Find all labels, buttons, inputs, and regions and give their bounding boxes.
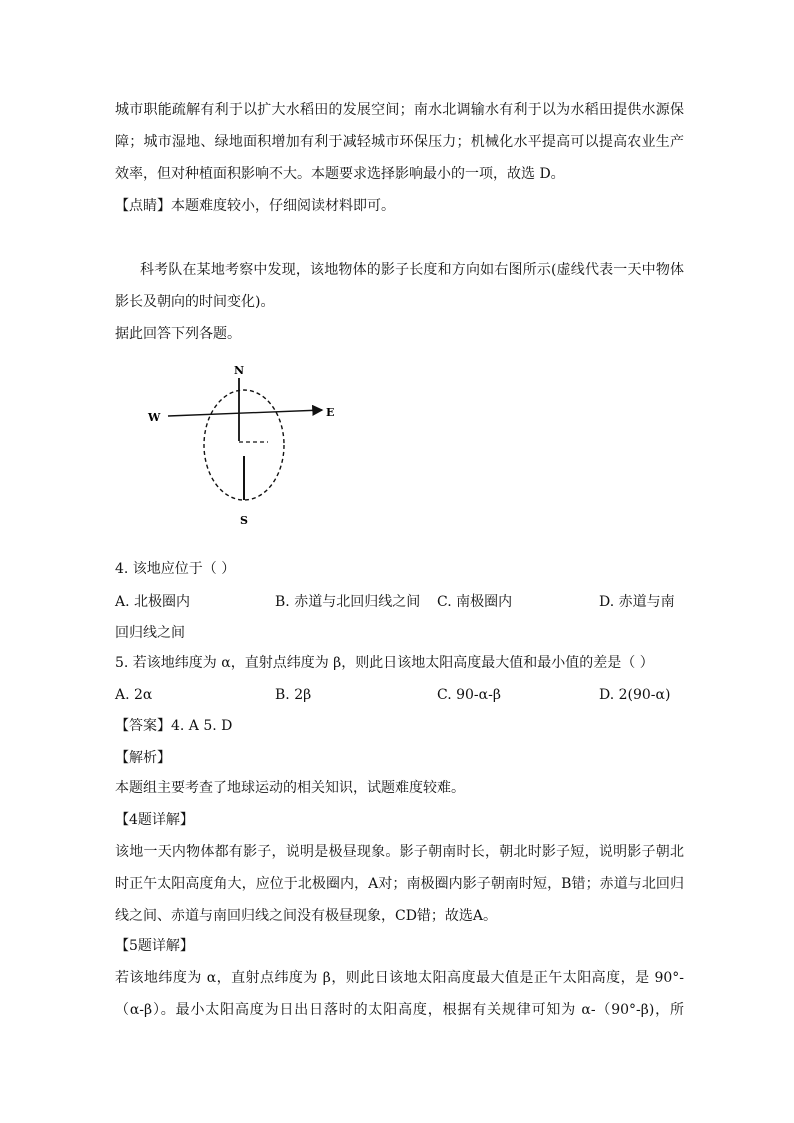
q4-option-d: D. 赤道与南 [599, 594, 675, 610]
label-south: S [240, 514, 248, 527]
question-4-stem: 4. 该地应位于（ ） [115, 561, 236, 577]
detail-5-line: （α-β）。最小太阳高度为日出日落时的太阳高度，根据有关规律可知为 α-（90°-β)，所 [115, 1002, 684, 1018]
paragraph-line: 效率，但对种植面积影响不大。本题要求选择影响最小的一项，故选 D。 [115, 166, 565, 182]
label-east: E [326, 406, 335, 419]
question-5-stem: 5. 若该地纬度为 α，直射点纬度为 β，则此日该地太阳高度最大值和最小值的差是（ ） [115, 655, 654, 671]
q5-option-d: D. 2(90-α) [599, 687, 671, 703]
q4-option-d-continued: 回归线之间 [115, 625, 185, 641]
label-west: W [148, 411, 161, 424]
q4-option-b: B. 赤道与北回归线之间 [275, 594, 421, 610]
intro-line: 影长及朝向的时间变化)。 [115, 294, 275, 310]
detail-4-heading: 【4题详解】 [115, 812, 194, 828]
q5-option-b: B. 2β [275, 687, 312, 703]
q4-option-a: A. 北极圈内 [115, 594, 191, 610]
q4-option-c: C. 南极圈内 [437, 594, 513, 610]
tip-line: 【点睛】本题难度较小，仔细阅读材料即可。 [115, 198, 395, 214]
detail-4-line: 该地一天内物体都有影子，说明是极昼现象。影子朝南时长，朝北时影子短，说明影子朝北 [115, 844, 684, 860]
analysis-text: 本题组主要考查了地球运动的相关知识，试题难度较难。 [115, 780, 465, 796]
detail-5-heading: 【5题详解】 [115, 938, 194, 954]
prompt-line: 据此回答下列各题。 [115, 326, 241, 342]
detail-5-line: 若该地纬度为 α，直射点纬度为 β，则此日该地太阳高度最大值是正午太阳高度，是 90°- [115, 970, 684, 986]
analysis-heading: 【解析】 [115, 750, 171, 766]
label-north: N [234, 364, 245, 377]
intro-line: 科考队在某地考察中发现，该地物体的影子长度和方向如右图所示(虚线代表一天中物体 [140, 262, 684, 278]
west-east-axis [168, 410, 322, 416]
detail-4-line: 线之间、赤道与南回归线之间没有极昼现象，CD错；故选A。 [115, 908, 498, 924]
q5-option-c: C. 90-α-β [437, 687, 501, 703]
q5-option-a: A. 2α [115, 687, 153, 703]
paragraph-line: 城市职能疏解有利于以扩大水稻田的发展空间；南水北调输水有利于以为水稻田提供水源保 [115, 102, 684, 118]
shadow-diagram [140, 358, 400, 538]
detail-4-line: 时正午太阳高度角大，应位于北极圈内，A对；南极圈内影子朝南时短，B错；赤道与北回归 [115, 876, 684, 892]
answer-line: 【答案】4. A 5. D [115, 718, 233, 734]
paragraph-line: 障；城市湿地、绿地面积增加有利于减轻城市环保压力；机械化水平提高可以提高农业生产 [115, 134, 684, 150]
